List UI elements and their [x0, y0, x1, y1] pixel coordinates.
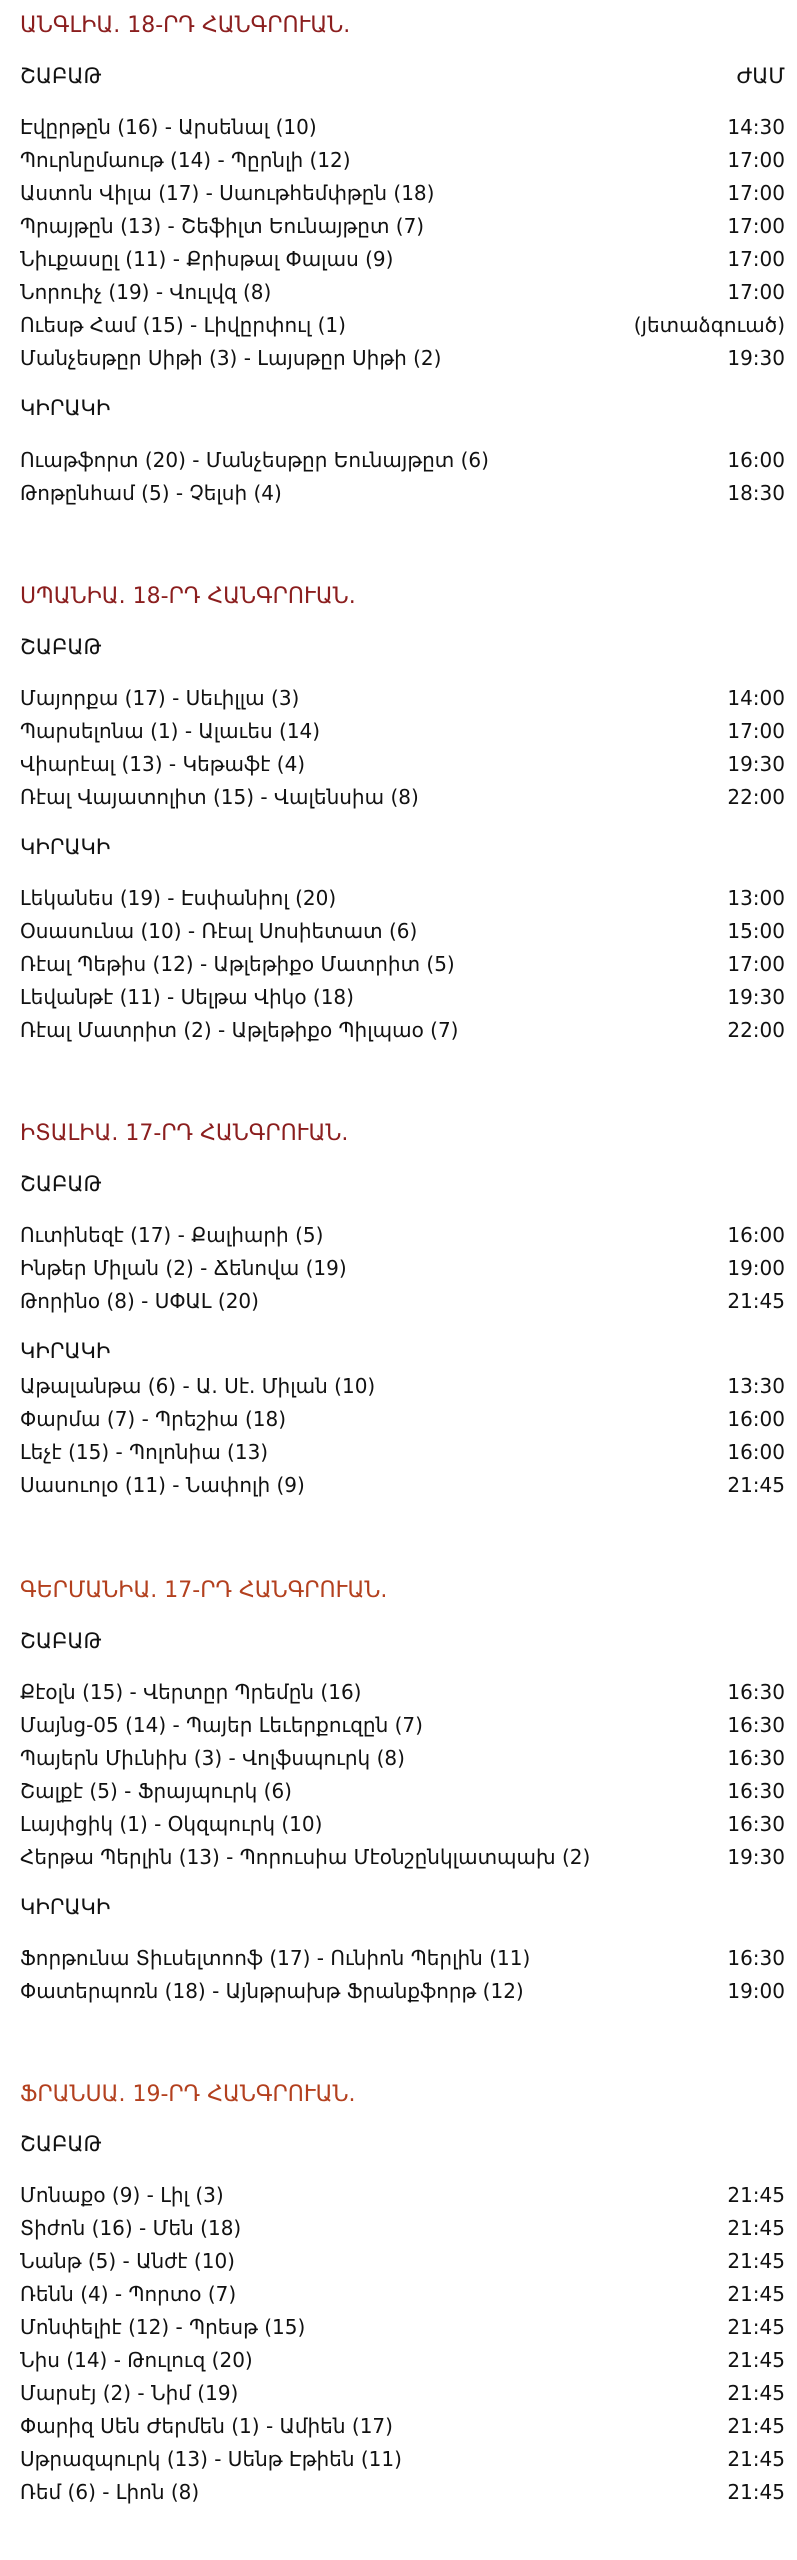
match-teams: Պրայթըն (13) - Շեֆիլտ Եունայթըտ (7) — [20, 214, 425, 238]
match-teams: Ուտինեզէ (17) - Քալիարի (5) — [20, 1223, 324, 1247]
match-row — [20, 1678, 785, 1711]
day-label-saturday: ՇԱԲԱԹ — [20, 64, 102, 88]
league-title-germany: ԳԵՐՄԱՆԻԱ. 17-ՐԴ ՀԱՆԳՐՈՒԱՆ. — [20, 1578, 388, 1603]
match-row — [20, 113, 785, 146]
match-row — [20, 1944, 785, 1977]
match-teams: Ռենն (4) - Պորտօ (7) — [20, 2282, 237, 2306]
match-time: 14:00 — [727, 686, 785, 710]
match-time: 21:45 — [727, 2447, 785, 2471]
day-label-sunday: ԿԻՐԱԿԻ — [20, 835, 111, 859]
match-row — [20, 2181, 785, 2214]
match-time: 15:00 — [727, 919, 785, 943]
match-time: 16:30 — [727, 1779, 785, 1803]
match-row — [20, 1287, 785, 1320]
match-teams: Պարսելոնա (1) - Ալաւես (14) — [20, 719, 321, 743]
day-label-sunday: ԿԻՐԱԿԻ — [20, 396, 111, 420]
match-teams: Վիարէալ (13) - Կեթաֆէ (4) — [20, 752, 306, 776]
match-time: 17:00 — [727, 247, 785, 271]
match-time: 19:00 — [727, 1256, 785, 1280]
match-row — [20, 2313, 785, 2346]
league-title-spain: ՍՊԱՆԻԱ. 18-ՐԴ ՀԱՆԳՐՈՒԱՆ. — [20, 584, 356, 609]
match-time: 19:30 — [727, 1845, 785, 1869]
match-teams: Ֆորթունա Տիւսելտոոֆ (17) - Ունիոն Պերլին (11) — [20, 1946, 531, 1970]
match-row — [20, 2379, 785, 2412]
match-time: 16:00 — [727, 1407, 785, 1431]
match-teams: Ռէալ Վայատոլիտ (15) - Վալենսիա (8) — [20, 785, 419, 809]
match-time: 21:45 — [727, 2348, 785, 2372]
match-row — [20, 278, 785, 311]
match-teams: Մայնց-05 (14) - Պայեր Լեւերքուզըն (7) — [20, 1713, 423, 1737]
match-time: 21:45 — [727, 2381, 785, 2405]
match-teams: Մոնաքօ (9) - Լիլ (3) — [20, 2183, 224, 2207]
match-teams: Աթալանթա (6) - Ա. Սէ. Միլան (10) — [20, 1374, 376, 1398]
match-row — [20, 179, 785, 212]
match-time: 22:00 — [727, 785, 785, 809]
match-time: 17:00 — [727, 280, 785, 304]
match-time: 17:00 — [727, 148, 785, 172]
match-teams: Պայերն Միւնիխ (3) - Վոլֆսպուրկ (8) — [20, 1746, 405, 1770]
match-time: 14:30 — [727, 115, 785, 139]
match-teams: Սասուոլօ (11) - Նափոլի (9) — [20, 1473, 305, 1497]
match-time: 17:00 — [727, 719, 785, 743]
match-row — [20, 146, 785, 179]
match-row — [20, 950, 785, 983]
match-row — [20, 1405, 785, 1438]
match-teams: Սթրազպուրկ (13) - Սենթ Էթիեն (11) — [20, 2447, 402, 2471]
match-time: 17:00 — [727, 952, 785, 976]
match-teams: Աստոն Վիլա (17) - Սաութհեմփթըն (18) — [20, 181, 435, 205]
match-row — [20, 2247, 785, 2280]
match-teams: Մարսէյ (2) - Նիմ (19) — [20, 2381, 239, 2405]
day-label-saturday: ՇԱԲԱԹ — [20, 1172, 102, 1196]
match-row — [20, 884, 785, 917]
match-row — [20, 2478, 785, 2511]
match-time: 17:00 — [727, 214, 785, 238]
match-teams: Լեվանթէ (11) - Սելթա Վիկօ (18) — [20, 985, 354, 1009]
match-row — [20, 1744, 785, 1777]
match-time: 21:45 — [727, 1473, 785, 1497]
match-row — [20, 2214, 785, 2247]
match-time: 16:30 — [727, 1713, 785, 1737]
day-label-sunday: ԿԻՐԱԿԻ — [20, 1339, 111, 1363]
match-row — [20, 245, 785, 278]
match-row — [20, 1372, 785, 1405]
league-title-italy: ԻՏԱԼԻԱ. 17-ՐԴ ՀԱՆԳՐՈՒԱՆ. — [20, 1121, 349, 1146]
match-teams: Փարմա (7) - Պրեշիա (18) — [20, 1407, 287, 1431]
match-teams: Ուաթֆորտ (20) - Մանչեսթըր Եունայթըտ (6) — [20, 448, 489, 472]
match-time: 16:30 — [727, 1812, 785, 1836]
match-row — [20, 479, 785, 512]
match-teams: Ռէալ Մատրիտ (2) - Աթլեթիքօ Պիլպաօ (7) — [20, 1018, 459, 1042]
match-teams: Էվըրթըն (16) - Արսենալ (10) — [20, 115, 317, 139]
match-time: 16:30 — [727, 1946, 785, 1970]
match-row — [20, 446, 785, 479]
match-teams: Լայփցիկ (1) - Օկզպուրկ (10) — [20, 1812, 323, 1836]
match-row — [20, 2280, 785, 2313]
match-teams: Նիւքասըլ (11) - Քրիսթալ Փալաս (9) — [20, 247, 394, 271]
league-title-england: ԱՆԳԼԻԱ. 18-ՐԴ ՀԱՆԳՐՈՒԱՆ. — [20, 13, 351, 38]
match-row — [20, 684, 785, 717]
match-teams: Մանչեսթըր Սիթի (3) - Լայսթըր Սիթի (2) — [20, 346, 442, 370]
match-row — [20, 1016, 785, 1049]
match-row — [20, 1810, 785, 1843]
match-time: 19:30 — [727, 985, 785, 1009]
match-teams: Լեչէ (15) - Պոլոնիա (13) — [20, 1440, 269, 1464]
day-label-saturday: ՇԱԲԱԹ — [20, 1629, 102, 1653]
match-row — [20, 1471, 785, 1504]
match-teams: Նանթ (5) - Անժէ (10) — [20, 2249, 235, 2273]
match-row — [20, 2445, 785, 2478]
match-time: 16:00 — [727, 1223, 785, 1247]
match-row — [20, 750, 785, 783]
match-time: 16:30 — [727, 1746, 785, 1770]
match-time: 21:45 — [727, 1289, 785, 1313]
match-row — [20, 212, 785, 245]
match-teams: Նորուիչ (19) - Վուլվզ (8) — [20, 280, 272, 304]
match-teams: Մայորքա (17) - Սեւիլլա (3) — [20, 686, 300, 710]
day-label-saturday: ՇԱԲԱԹ — [20, 635, 102, 659]
match-time: 21:45 — [727, 2315, 785, 2339]
match-row — [20, 1254, 785, 1287]
match-teams: Օսասունա (10) - Ռէալ Սոսիետատ (6) — [20, 919, 418, 943]
match-teams: Ռեմ (6) - Լիոն (8) — [20, 2480, 200, 2504]
match-row — [20, 1221, 785, 1254]
match-row — [20, 344, 785, 377]
match-row — [20, 717, 785, 750]
match-teams: Քէօլն (15) - Վերտըր Պրեմըն (16) — [20, 1680, 362, 1704]
match-teams: Նիս (14) - Թուլուզ (20) — [20, 2348, 253, 2372]
match-time: 21:45 — [727, 2249, 785, 2273]
match-row — [20, 783, 785, 816]
match-row — [20, 311, 785, 344]
match-row — [20, 917, 785, 950]
match-teams: Ուեսթ Համ (15) - Լիվըրփուլ (1) — [20, 313, 346, 337]
time-column-header: ԺԱՄ — [736, 64, 785, 88]
match-teams: Թորինօ (8) - ՍՓԱԼ (20) — [20, 1289, 259, 1313]
match-time: 13:30 — [727, 1374, 785, 1398]
match-row — [20, 2412, 785, 2445]
match-teams: Ռէալ Պեթիս (12) - Աթլեթիքօ Մատրիտ (5) — [20, 952, 455, 976]
match-time: 21:45 — [727, 2282, 785, 2306]
match-teams: Ինթեր Միլան (2) - Ճենովա (19) — [20, 1256, 347, 1280]
match-time: 21:45 — [727, 2183, 785, 2207]
match-time: 19:30 — [727, 752, 785, 776]
match-row — [20, 2346, 785, 2379]
match-time: 21:45 — [727, 2480, 785, 2504]
match-teams: Պուրնըմաութ (14) - Պըրնլի (12) — [20, 148, 351, 172]
match-teams: Լեկանես (19) - Էսփանիոլ (20) — [20, 886, 337, 910]
match-time: 19:00 — [727, 1979, 785, 2003]
match-teams: Թոթընհամ (5) - Չելսի (4) — [20, 481, 282, 505]
match-time: (յետաձգուած) — [633, 313, 785, 337]
match-row — [20, 983, 785, 1016]
match-teams: Փարիզ Սեն Ժերմեն (1) - Ամիեն (17) — [20, 2414, 393, 2438]
match-teams: Շալքէ (5) - Ֆրայպուրկ (6) — [20, 1779, 292, 1803]
match-teams: Փատերպոռն (18) - Այնթրախթ Ֆրանքֆորթ (12) — [20, 1979, 524, 2003]
match-time: 13:00 — [727, 886, 785, 910]
match-row — [20, 1777, 785, 1810]
match-teams: Մոնփելիէ (12) - Պրեսթ (15) — [20, 2315, 306, 2339]
match-row — [20, 1843, 785, 1876]
day-label-saturday: ՇԱԲԱԹ — [20, 2132, 102, 2156]
league-title-france: ՖՐԱՆՍԱ. 19-ՐԴ ՀԱՆԳՐՈՒԱՆ. — [20, 2082, 356, 2107]
match-time: 16:00 — [727, 1440, 785, 1464]
match-time: 19:30 — [727, 346, 785, 370]
match-time: 16:00 — [727, 448, 785, 472]
match-teams: Հերթա Պերլին (13) - Պորուսիա Մէօնշընկլատպախ (2) — [20, 1845, 591, 1869]
match-row — [20, 1711, 785, 1744]
day-label-sunday: ԿԻՐԱԿԻ — [20, 1895, 111, 1919]
match-time: 22:00 — [727, 1018, 785, 1042]
match-time: 17:00 — [727, 181, 785, 205]
match-row — [20, 1977, 785, 2010]
match-teams: Տիժոն (16) - Մեն (18) — [20, 2216, 242, 2240]
match-time: 21:45 — [727, 2414, 785, 2438]
match-time: 21:45 — [727, 2216, 785, 2240]
match-time: 18:30 — [727, 481, 785, 505]
match-time: 16:30 — [727, 1680, 785, 1704]
match-row — [20, 1438, 785, 1471]
